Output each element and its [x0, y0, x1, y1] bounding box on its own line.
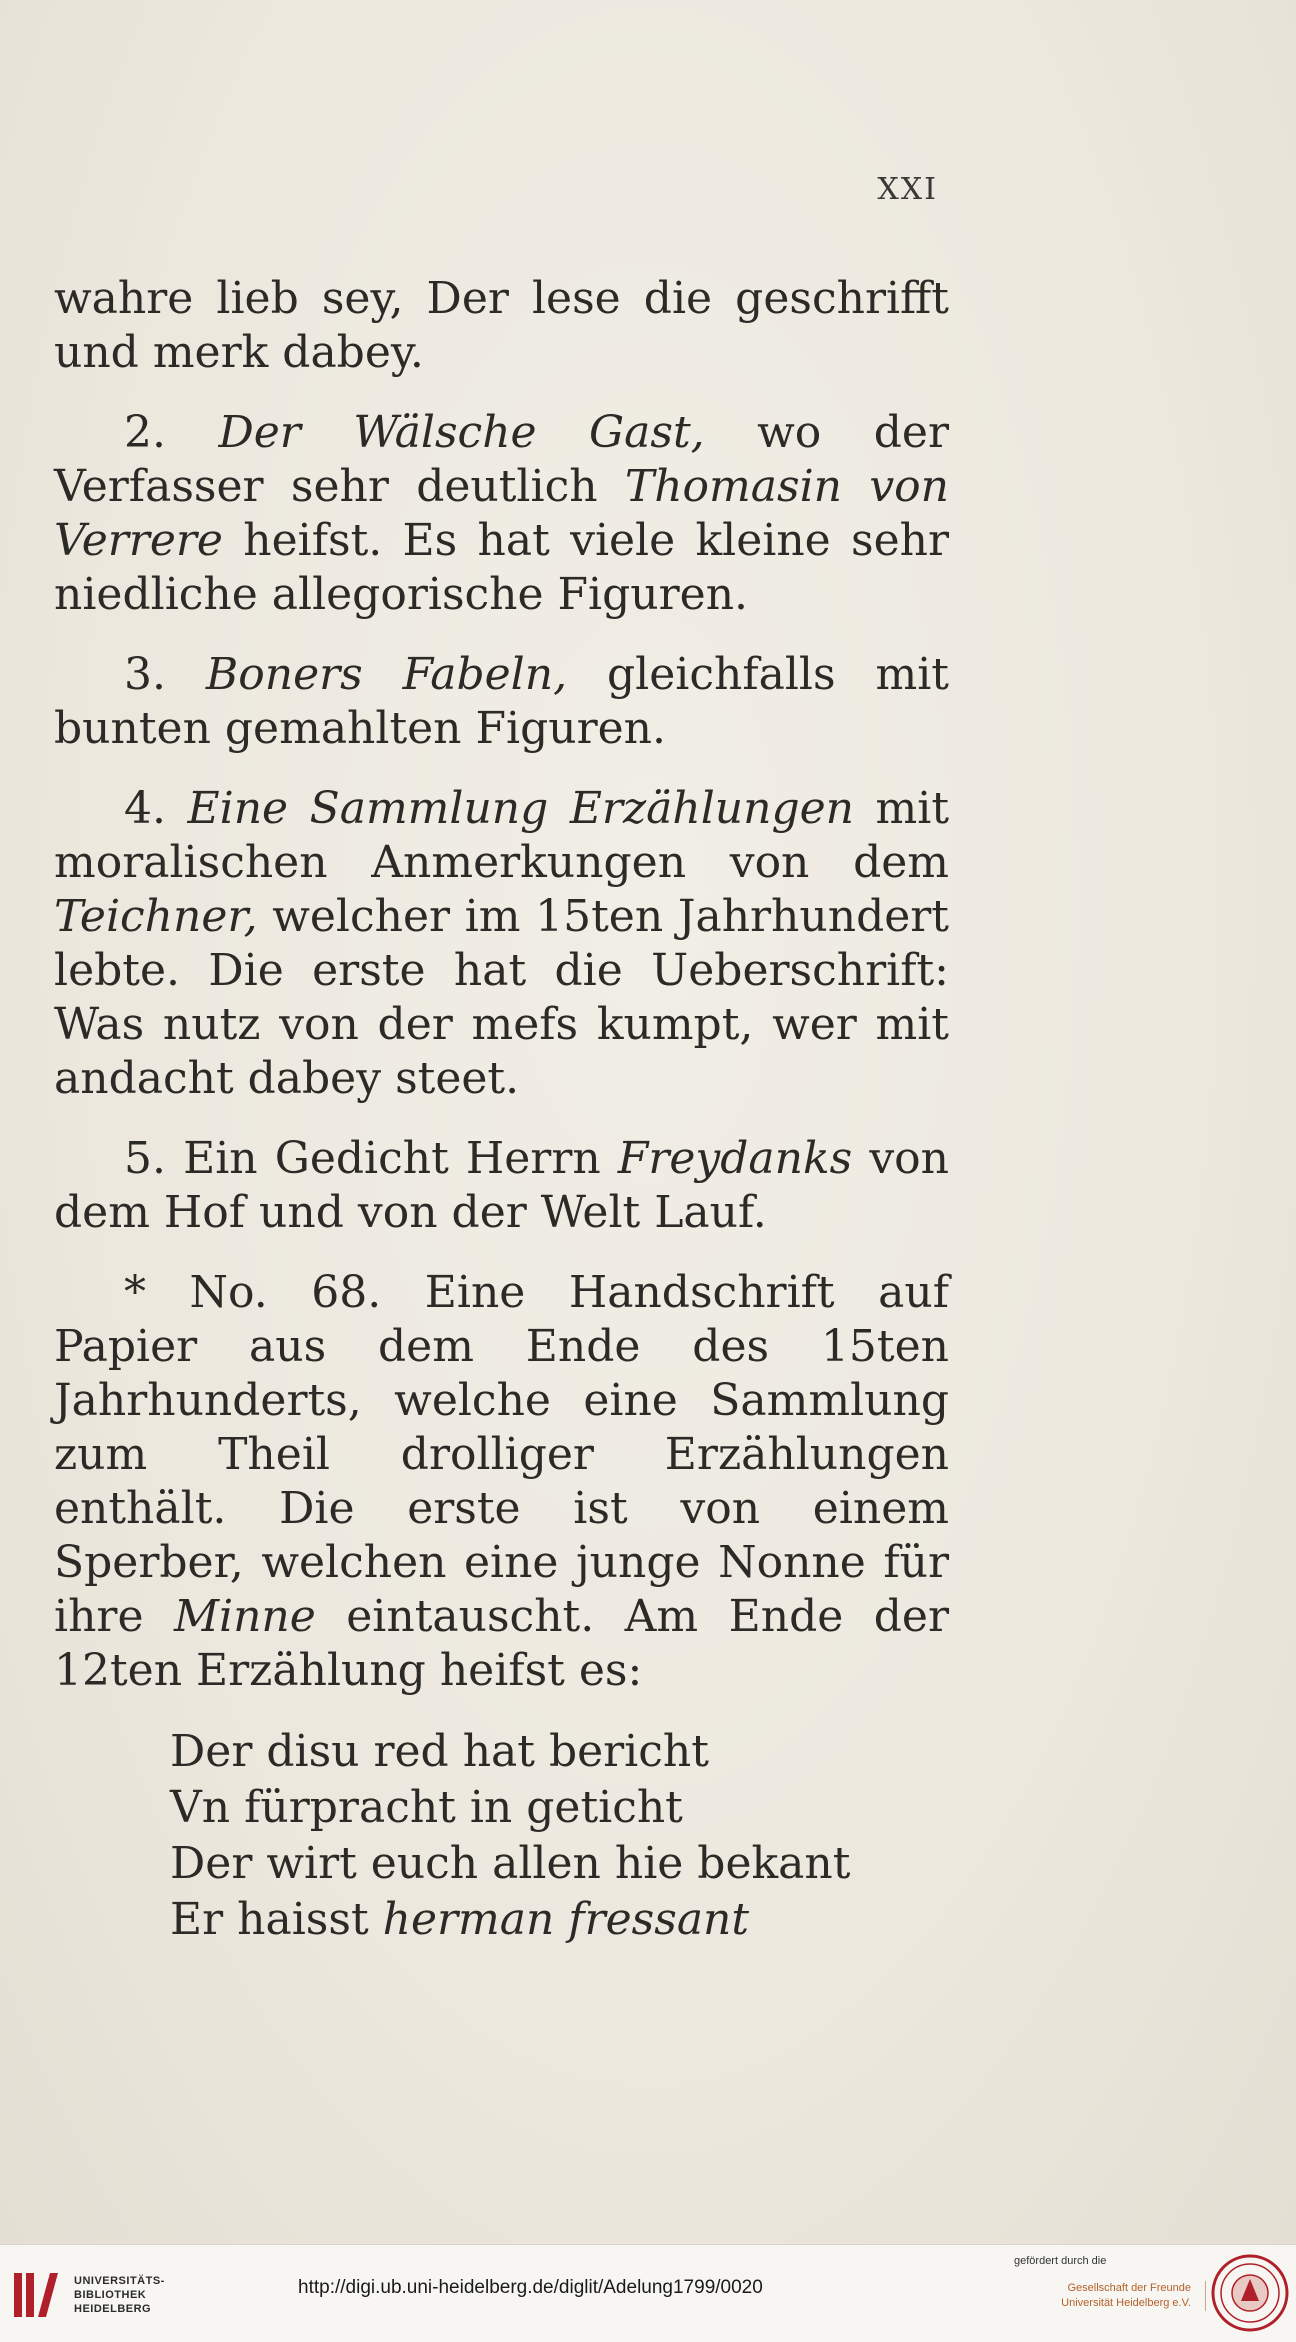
text-span: welcher im 15ten Jahrhundert lebte. Die erste hat die Ueberschrift: Was nutz von der mefs kumpt, wer mit andacht dabey steet.	[54, 891, 949, 1104]
text-span: Der disu red hat bericht	[170, 1726, 709, 1777]
body-paragraph	[54, 406, 949, 622]
italic-text-span: Eine Sammlung Erzählungen	[187, 783, 855, 834]
paragraph-list	[54, 272, 949, 1698]
body-paragraph	[54, 1132, 949, 1240]
italic-text-span: Minne	[173, 1591, 316, 1642]
library-name-line: BIBLIOTHEK	[74, 2289, 147, 2301]
body-paragraph	[54, 782, 949, 1106]
italic-text-span: Teichner,	[54, 891, 258, 942]
sponsor-name-line: Gesellschaft der Freunde	[1067, 2282, 1191, 2294]
sponsor-credit	[1006, 2255, 1206, 2311]
verse-quotation	[170, 1724, 949, 1948]
verse-line	[170, 1836, 949, 1892]
italic-text-span: Der Wälsche Gast,	[218, 407, 705, 458]
text-span: Vn fürpracht in geticht	[170, 1782, 683, 1833]
text-span: 4.	[124, 783, 188, 834]
permalink-url[interactable]: http://digi.ub.uni-heidelberg.de/diglit/Adelung1799/0020	[298, 2277, 763, 2298]
body-paragraph	[54, 1266, 949, 1698]
text-span: eintauscht. Am Ende der 12ten Erzählung heifst es:	[54, 1591, 949, 1696]
text-span: wo der Verfasser sehr deutlich	[54, 407, 949, 512]
digitization-footer	[0, 2244, 1296, 2342]
text-span: Der wirt euch allen hie bekant	[170, 1838, 851, 1889]
library-emblem-icon	[12, 2269, 60, 2321]
verse-line	[170, 1892, 949, 1948]
sponsor-caption: gefördert durch die	[1014, 2255, 1107, 2267]
italic-text-span: Thomasin von Verrere	[54, 461, 950, 566]
library-name-line: UNIVERSITÄTS-	[74, 2275, 165, 2287]
text-span: * No. 68. Eine Handschrift auf Papier aus dem Ende des 15ten Jahrhunderts, welche eine Sammlung zum Theil drolliger Erzählungen enthält. Die erste ist von einem Sperber, welchen eine junge Nonne für ihre	[54, 1267, 949, 1642]
sponsor-name-line: Universität Heidelberg e.V.	[1061, 2297, 1191, 2309]
text-span: von dem Hof und von der Welt Lauf.	[54, 1133, 950, 1238]
text-span: wahre lieb sey, Der lese die geschrifft und merk dabey.	[54, 273, 949, 378]
text-span: gleichfalls mit bunten gemahlten Figuren.	[54, 649, 949, 754]
body-paragraph	[54, 648, 949, 756]
verse-line	[170, 1780, 949, 1836]
text-span: 2.	[124, 407, 219, 458]
sponsor-name[interactable]	[1006, 2281, 1206, 2311]
library-name	[74, 2274, 165, 2316]
text-span: mit moralischen Anmerkungen von dem	[54, 783, 949, 888]
page-body	[54, 272, 949, 1948]
italic-text-span: herman fressant	[382, 1894, 750, 1945]
italic-text-span: Freydanks	[617, 1133, 853, 1184]
page-number: XXI	[877, 172, 938, 207]
text-span: 3.	[124, 649, 206, 700]
text-span: 5. Ein Gedicht Herrn	[124, 1133, 618, 1184]
verse-line	[170, 1724, 949, 1780]
library-name-line: HEIDELBERG	[74, 2303, 152, 2315]
text-span: Er haisst	[170, 1894, 383, 1945]
university-seal-icon	[1210, 2253, 1290, 2333]
text-span: heifst. Es hat viele kleine sehr niedliche allegorische Figuren.	[54, 515, 949, 620]
italic-text-span: Boners Fabeln,	[205, 649, 568, 700]
body-paragraph	[54, 272, 949, 380]
library-logo[interactable]	[12, 2269, 165, 2321]
